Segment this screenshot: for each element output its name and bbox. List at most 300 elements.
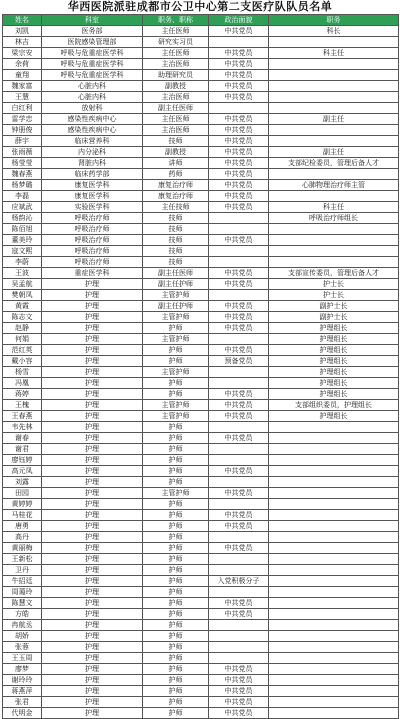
- cell-department: 呼吸治疗师: [42, 224, 143, 235]
- cell-department: 护理: [42, 697, 143, 708]
- table-row: [3, 642, 399, 653]
- cell-department: 护理: [42, 444, 143, 455]
- cell-title: 主管护师: [143, 367, 209, 378]
- table-row: [3, 400, 399, 411]
- cell-name: 卫丹: [3, 565, 42, 576]
- cell-department: 护理: [42, 488, 143, 499]
- cell-position: 心肺物理治疗师主管: [269, 180, 399, 191]
- cell-department: 护理: [42, 279, 143, 290]
- cell-position: [269, 37, 399, 48]
- cell-political-status: 中共党员: [209, 488, 269, 499]
- cell-department: 护理: [42, 620, 143, 631]
- table-row: [3, 37, 399, 48]
- cell-title: 主治医师: [143, 59, 209, 70]
- cell-title: 副主任医师: [143, 103, 209, 114]
- cell-political-status: 中共党员: [209, 323, 269, 334]
- cell-political-status: 入党积极分子: [209, 576, 269, 587]
- cell-department: 护理: [42, 642, 143, 653]
- cell-department: 康复医学科: [42, 191, 143, 202]
- cell-position: 护理组长: [269, 411, 399, 422]
- table-row: [3, 697, 399, 708]
- cell-political-status: [209, 213, 269, 224]
- cell-political-status: 中共党员: [209, 664, 269, 675]
- cell-department: 重症医学科: [42, 268, 143, 279]
- cell-department: 护理: [42, 587, 143, 598]
- cell-position: 呼吸治疗师组长: [269, 213, 399, 224]
- table-row: [3, 609, 399, 620]
- cell-name: 代明金: [3, 708, 42, 719]
- cell-political-status: 中共党员: [209, 180, 269, 191]
- cell-title: 主治医师: [143, 92, 209, 103]
- cell-title: 护师: [143, 697, 209, 708]
- cell-department: 临床药学部: [42, 169, 143, 180]
- cell-department: 护理: [42, 477, 143, 488]
- cell-title: 护师: [143, 543, 209, 554]
- table-row: [3, 158, 399, 169]
- cell-name: 杨莹莹: [3, 158, 42, 169]
- cell-name: 廖钰婷: [3, 455, 42, 466]
- cell-position: 护理组长: [269, 323, 399, 334]
- document-title: 华西医院派驻成都市公卫中心第二支医疗队队员名单: [67, 0, 333, 13]
- cell-political-status: 中共党员: [209, 675, 269, 686]
- cell-department: 呼吸与危重症医学科: [42, 48, 143, 59]
- cell-position: 护理组长: [269, 378, 399, 389]
- cell-position: [269, 565, 399, 576]
- cell-political-status: 中共党员: [209, 125, 269, 136]
- table-header: [3, 15, 399, 26]
- cell-department: 护理: [42, 499, 143, 510]
- cell-department: 肾脏内科: [42, 158, 143, 169]
- cell-position: [269, 257, 399, 268]
- cell-name: 钟册俊: [3, 125, 42, 136]
- table-row: [3, 686, 399, 697]
- cell-department: 呼吸治疗师: [42, 257, 143, 268]
- cell-title: 主任医师: [143, 114, 209, 125]
- cell-department: 放射科: [42, 103, 143, 114]
- cell-political-status: 中共党员: [209, 433, 269, 444]
- cell-department: 护理: [42, 510, 143, 521]
- cell-title: 副主任护师: [143, 279, 209, 290]
- cell-position: 护士长: [269, 279, 399, 290]
- cell-name: 谢玲玲: [3, 675, 42, 686]
- cell-title: 护师: [143, 653, 209, 664]
- cell-name: 谢君: [3, 444, 42, 455]
- cell-position: [269, 92, 399, 103]
- cell-name: 方皓: [3, 609, 42, 620]
- table-row: [3, 466, 399, 477]
- cell-department: 医院感染管理部: [42, 37, 143, 48]
- table-row: [3, 257, 399, 268]
- table-row: [3, 565, 399, 576]
- cell-political-status: 中共党员: [209, 510, 269, 521]
- cell-department: 呼吸治疗师: [42, 213, 143, 224]
- cell-title: 技师: [143, 246, 209, 257]
- table-row: [3, 488, 399, 499]
- cell-name: 范红英: [3, 345, 42, 356]
- cell-position: [269, 70, 399, 81]
- cell-position: [269, 686, 399, 697]
- cell-political-status: 中共党员: [209, 609, 269, 620]
- cell-political-status: 中共党员: [209, 70, 269, 81]
- table-row: [3, 433, 399, 444]
- cell-name: 白红利: [3, 103, 42, 114]
- table-row: [3, 48, 399, 59]
- cell-position: [269, 576, 399, 587]
- cell-title: 护师: [143, 422, 209, 433]
- cell-political-status: 中共党员: [209, 26, 269, 37]
- cell-position: [269, 466, 399, 477]
- cell-position: 护士长: [269, 290, 399, 301]
- cell-name: 陈佰旭: [3, 224, 42, 235]
- cell-political-status: [209, 554, 269, 565]
- cell-political-status: 中共党员: [209, 147, 269, 158]
- table-row: [3, 510, 399, 521]
- cell-department: 护理: [42, 521, 143, 532]
- cell-title: 研究实习员: [143, 37, 209, 48]
- cell-political-status: [209, 499, 269, 510]
- table-row: [3, 587, 399, 598]
- table-body: [3, 26, 399, 719]
- cell-political-status: [209, 257, 269, 268]
- cell-position: [269, 510, 399, 521]
- cell-position: [269, 125, 399, 136]
- cell-title: 护师: [143, 389, 209, 400]
- table-row: [3, 246, 399, 257]
- cell-position: [269, 499, 399, 510]
- cell-position: [269, 455, 399, 466]
- cell-department: 护理: [42, 543, 143, 554]
- table-row: [3, 169, 399, 180]
- cell-department: 呼吸与危重症医学科: [42, 70, 143, 81]
- cell-name: 魏家富: [3, 81, 42, 92]
- cell-department: 护理: [42, 367, 143, 378]
- cell-position: 支部宣传委员，管理后备人才: [269, 268, 399, 279]
- cell-title: 护师: [143, 378, 209, 389]
- cell-title: 技师: [143, 235, 209, 246]
- cell-political-status: 中共党员: [209, 279, 269, 290]
- cell-title: 主管护师: [143, 290, 209, 301]
- cell-political-status: 中共党员: [209, 48, 269, 59]
- cell-name: 应斌武: [3, 202, 42, 213]
- cell-position: [269, 169, 399, 180]
- cell-political-status: 中共党员: [209, 389, 269, 400]
- cell-title: 技师: [143, 136, 209, 147]
- cell-department: 护理: [42, 576, 143, 587]
- cell-political-status: [209, 532, 269, 543]
- cell-position: 护理组长: [269, 389, 399, 400]
- table-row: [3, 202, 399, 213]
- cell-position: 科主任: [269, 48, 399, 59]
- cell-department: 呼吸治疗师: [42, 235, 143, 246]
- table-row: [3, 378, 399, 389]
- cell-title: 主管护师: [143, 312, 209, 323]
- cell-position: [269, 433, 399, 444]
- cell-department: 护理: [42, 378, 143, 389]
- cell-political-status: 中共党员: [209, 235, 269, 246]
- table-row: [3, 554, 399, 565]
- cell-position: [269, 136, 399, 147]
- cell-title: 护师: [143, 587, 209, 598]
- cell-department: 护理: [42, 686, 143, 697]
- cell-title: 护师: [143, 598, 209, 609]
- table-row: [3, 268, 399, 279]
- cell-title: 主管护师: [143, 411, 209, 422]
- table-row: [3, 653, 399, 664]
- cell-title: 护师: [143, 532, 209, 543]
- cell-political-status: [209, 334, 269, 345]
- cell-name: 杨梦璐: [3, 180, 42, 191]
- cell-title: 主治医师: [143, 125, 209, 136]
- cell-position: 支部纪检委员，管理后备人才: [269, 158, 399, 169]
- cell-position: [269, 477, 399, 488]
- cell-title: 护师: [143, 356, 209, 367]
- table-row: [3, 125, 399, 136]
- cell-name: 陈志文: [3, 312, 42, 323]
- cell-title: 主任医师: [143, 48, 209, 59]
- cell-name: 刘凯: [3, 26, 42, 37]
- table-row: [3, 367, 399, 378]
- table-row: [3, 70, 399, 81]
- cell-position: 护理组长: [269, 356, 399, 367]
- cell-name: 寇文熙: [3, 246, 42, 257]
- cell-political-status: [209, 378, 269, 389]
- cell-title: 护师: [143, 499, 209, 510]
- cell-position: 科主任: [269, 202, 399, 213]
- table-row: [3, 675, 399, 686]
- cell-political-status: 中共党员: [209, 598, 269, 609]
- cell-political-status: 中共党员: [209, 81, 269, 92]
- cell-department: 护理: [42, 565, 143, 576]
- cell-name: 廖梦: [3, 664, 42, 675]
- cell-position: [269, 587, 399, 598]
- cell-title: 药师: [143, 169, 209, 180]
- table-row: [3, 411, 399, 422]
- cell-position: [269, 653, 399, 664]
- cell-name: 马桂花: [3, 510, 42, 521]
- cell-position: 护理组长: [269, 367, 399, 378]
- cell-position: [269, 543, 399, 554]
- cell-political-status: [209, 224, 269, 235]
- table-row: [3, 444, 399, 455]
- cell-name: 吴孟航: [3, 279, 42, 290]
- cell-title: 护师: [143, 609, 209, 620]
- cell-political-status: [209, 631, 269, 642]
- cell-department: 护理: [42, 455, 143, 466]
- cell-political-status: 中共党员: [209, 301, 269, 312]
- table-row: [3, 180, 399, 191]
- table-row: [3, 598, 399, 609]
- cell-political-status: [209, 587, 269, 598]
- cell-title: 护师: [143, 455, 209, 466]
- cell-department: 护理: [42, 554, 143, 565]
- cell-name: 杨韵沁: [3, 213, 42, 224]
- cell-position: [269, 675, 399, 686]
- cell-position: 副护士长: [269, 301, 399, 312]
- cell-name: 田园: [3, 488, 42, 499]
- cell-department: 康复医学科: [42, 180, 143, 191]
- cell-name: 李蔚: [3, 257, 42, 268]
- table-row: [3, 323, 399, 334]
- cell-political-status: 中共党员: [209, 136, 269, 147]
- cell-political-status: 中共党员: [209, 312, 269, 323]
- table-row: [3, 334, 399, 345]
- table-row: [3, 290, 399, 301]
- cell-title: 副教授: [143, 147, 209, 158]
- cell-department: 护理: [42, 422, 143, 433]
- column-header-position: 职务: [269, 15, 399, 26]
- cell-political-status: [209, 290, 269, 301]
- table-row: [3, 59, 399, 70]
- cell-political-status: 中共党员: [209, 158, 269, 169]
- table-row: [3, 576, 399, 587]
- cell-position: 支部组织委员，护理组长: [269, 400, 399, 411]
- cell-political-status: 中共党员: [209, 466, 269, 477]
- cell-political-status: [209, 455, 269, 466]
- cell-political-status: [209, 444, 269, 455]
- cell-title: 护师: [143, 642, 209, 653]
- cell-political-status: 中共党员: [209, 202, 269, 213]
- cell-title: 主管护师: [143, 488, 209, 499]
- table-row: [3, 26, 399, 37]
- cell-title: 护师: [143, 444, 209, 455]
- cell-department: 呼吸与危重症医学科: [42, 59, 143, 70]
- cell-department: 护理: [42, 653, 143, 664]
- table-row: [3, 543, 399, 554]
- cell-political-status: 中共党员: [209, 686, 269, 697]
- cell-department: 护理: [42, 433, 143, 444]
- cell-position: [269, 664, 399, 675]
- cell-position: 副主任: [269, 147, 399, 158]
- cell-name: 周蔼玲: [3, 587, 42, 598]
- cell-department: 护理: [42, 312, 143, 323]
- cell-title: 护师: [143, 620, 209, 631]
- column-header-title: 职务、职称: [143, 15, 209, 26]
- cell-political-status: 中共党员: [209, 92, 269, 103]
- cell-name: 王槐: [3, 400, 42, 411]
- cell-department: 护理: [42, 675, 143, 686]
- cell-name: 韦先林: [3, 422, 42, 433]
- cell-name: 张蓉: [3, 642, 42, 653]
- cell-name: 赵静: [3, 323, 42, 334]
- cell-title: 护师: [143, 345, 209, 356]
- cell-position: 护理组长: [269, 334, 399, 345]
- cell-title: 护师: [143, 565, 209, 576]
- cell-title: 护师: [143, 675, 209, 686]
- cell-position: [269, 620, 399, 631]
- cell-name: 胡娇: [3, 631, 42, 642]
- cell-name: 童翔: [3, 70, 42, 81]
- cell-position: [269, 224, 399, 235]
- cell-political-status: [209, 367, 269, 378]
- cell-department: 护理: [42, 708, 143, 719]
- cell-name: 黄婷婷: [3, 499, 42, 510]
- cell-political-status: [209, 642, 269, 653]
- cell-name: 樊朝凤: [3, 290, 42, 301]
- cell-position: [269, 631, 399, 642]
- cell-name: 王波: [3, 268, 42, 279]
- cell-title: 护师: [143, 554, 209, 565]
- cell-department: 护理: [42, 389, 143, 400]
- column-header-department: 科室: [42, 15, 143, 26]
- cell-political-status: 预备党员: [209, 356, 269, 367]
- cell-name: 王慧: [3, 92, 42, 103]
- table-row: [3, 521, 399, 532]
- cell-name: 董美玲: [3, 235, 42, 246]
- table-row: [3, 279, 399, 290]
- cell-position: [269, 422, 399, 433]
- table-row: [3, 103, 399, 114]
- cell-name: 戴小容: [3, 356, 42, 367]
- cell-title: 副主任医师: [143, 268, 209, 279]
- cell-department: 护理: [42, 609, 143, 620]
- table-row: [3, 631, 399, 642]
- cell-department: 感染性疾病中心: [42, 114, 143, 125]
- cell-name: 王新松: [3, 554, 42, 565]
- cell-title: 护师: [143, 466, 209, 477]
- cell-name: 黄霞: [3, 301, 42, 312]
- cell-title: 护师: [143, 576, 209, 587]
- cell-political-status: 中共党员: [209, 169, 269, 180]
- cell-position: 副主任: [269, 114, 399, 125]
- cell-name: 杨雪: [3, 367, 42, 378]
- cell-title: 主任技师: [143, 202, 209, 213]
- table-row: [3, 114, 399, 125]
- table-row: [3, 708, 399, 719]
- cell-position: [269, 521, 399, 532]
- cell-position: [269, 59, 399, 70]
- cell-department: 临床营养科: [42, 136, 143, 147]
- cell-name: 唐勇: [3, 521, 42, 532]
- cell-department: 护理: [42, 631, 143, 642]
- cell-position: 科长: [269, 26, 399, 37]
- table-row: [3, 356, 399, 367]
- cell-name: 黄丽梅: [3, 543, 42, 554]
- header-row: [3, 15, 399, 26]
- cell-name: 王玉周: [3, 653, 42, 664]
- roster-table: [2, 14, 399, 719]
- cell-position: 护理组长: [269, 345, 399, 356]
- cell-position: [269, 642, 399, 653]
- cell-title: 护师: [143, 510, 209, 521]
- cell-department: 护理: [42, 301, 143, 312]
- cell-name: 谢春: [3, 433, 42, 444]
- cell-name: 王春燕: [3, 411, 42, 422]
- table-row: [3, 224, 399, 235]
- cell-department: 医务部: [42, 26, 143, 37]
- cell-position: [269, 191, 399, 202]
- cell-political-status: 中共党员: [209, 543, 269, 554]
- cell-department: 呼吸治疗师: [42, 246, 143, 257]
- cell-name: 何娟: [3, 334, 42, 345]
- cell-department: 心脏内科: [42, 81, 143, 92]
- cell-position: [269, 554, 399, 565]
- cell-name: 陈慧文: [3, 598, 42, 609]
- table-row: [3, 81, 399, 92]
- cell-title: 护师: [143, 664, 209, 675]
- cell-political-status: [209, 246, 269, 257]
- cell-department: 护理: [42, 664, 143, 675]
- table-row: [3, 422, 399, 433]
- cell-department: 实验医学科: [42, 202, 143, 213]
- cell-political-status: 中共党员: [209, 697, 269, 708]
- cell-department: 护理: [42, 323, 143, 334]
- cell-position: [269, 609, 399, 620]
- cell-department: 护理: [42, 411, 143, 422]
- cell-name: 冉航丞: [3, 620, 42, 631]
- cell-position: [269, 444, 399, 455]
- table-row: [3, 455, 399, 466]
- cell-title: 技师: [143, 224, 209, 235]
